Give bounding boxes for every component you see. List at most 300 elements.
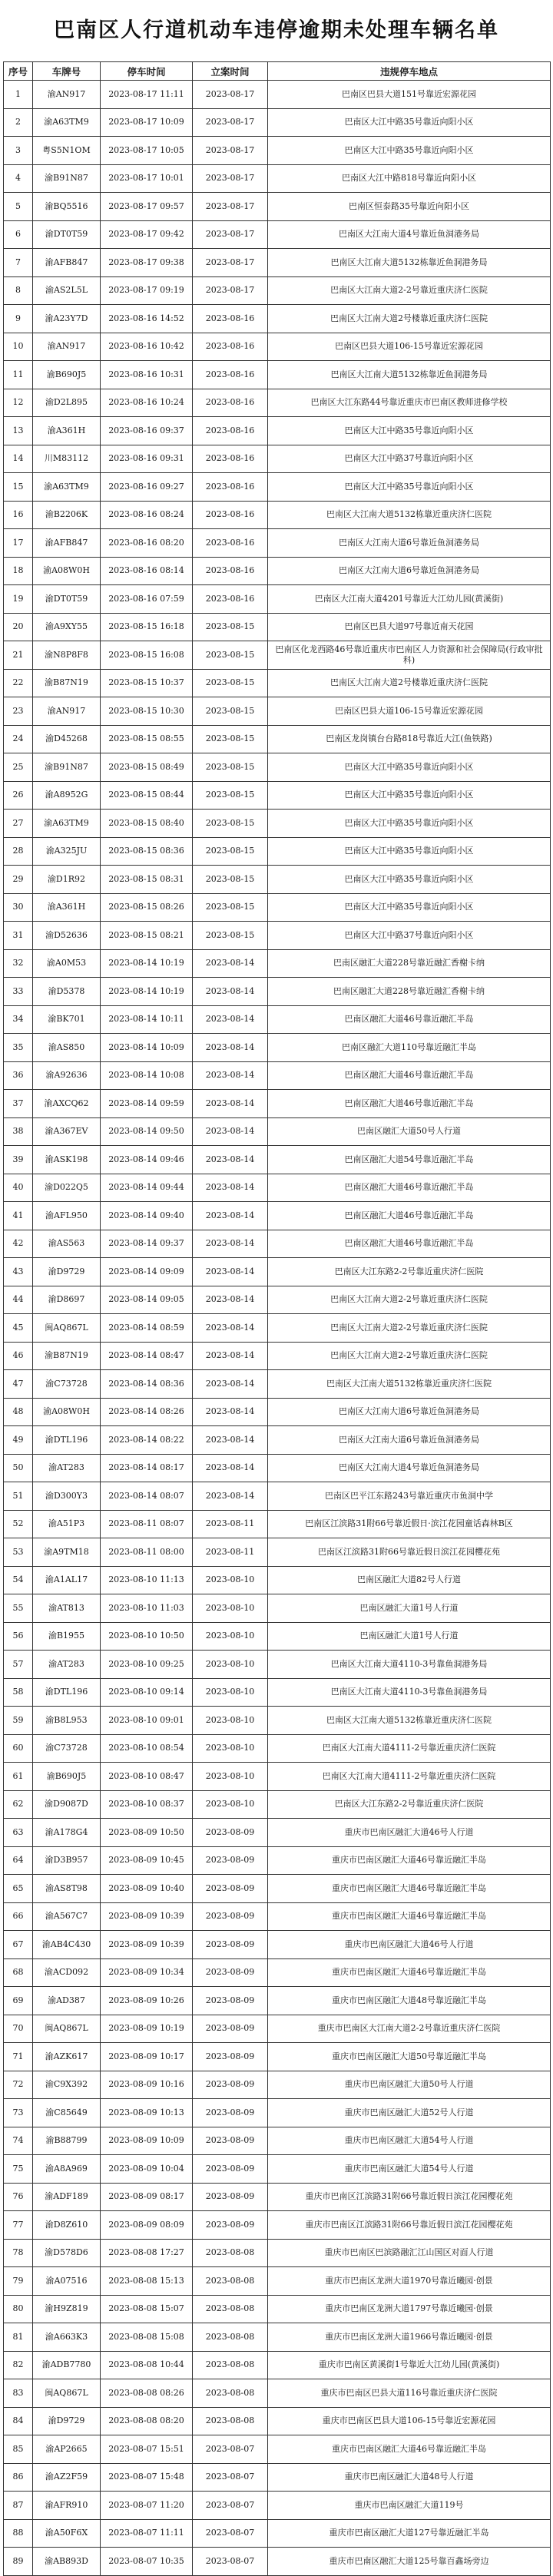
cell-plate: 渝A567C7 (33, 1902, 101, 1931)
cell-case-time: 2023-08-15 (193, 697, 268, 726)
cell-location: 巴南区融汇大道46号靠近融汇半岛 (268, 1202, 551, 1230)
cell-case-time: 2023-08-14 (193, 1005, 268, 1034)
cell-location: 巴南区巴平江东路243号靠近重庆市鱼洞中学 (268, 1482, 551, 1511)
cell-index: 69 (4, 1987, 33, 2015)
cell-plate: 渝ADB7780 (33, 2351, 101, 2379)
cell-case-time: 2023-08-14 (193, 1146, 268, 1174)
cell-park-time: 2023-08-14 09:44 (101, 1174, 193, 1202)
table-row (4, 473, 551, 502)
table-row (4, 1594, 551, 1623)
table-row (4, 893, 551, 922)
cell-location: 巴南区融汇大道228号靠近融汇香榭卡纳 (268, 949, 551, 978)
table-row (4, 1931, 551, 1959)
cell-plate: 渝DT0T59 (33, 585, 101, 614)
cell-index: 9 (4, 305, 33, 333)
table-row (4, 1678, 551, 1707)
cell-index: 7 (4, 249, 33, 277)
table-row (4, 417, 551, 445)
cell-park-time: 2023-08-15 10:37 (101, 669, 193, 697)
table-row (4, 1875, 551, 1903)
cell-index: 46 (4, 1342, 33, 1370)
cell-index: 65 (4, 1875, 33, 1903)
cell-index: 72 (4, 2071, 33, 2099)
cell-park-time: 2023-08-08 08:26 (101, 2379, 193, 2408)
cell-park-time: 2023-08-15 16:08 (101, 641, 193, 670)
cell-index: 1 (4, 81, 33, 109)
table-row (4, 2099, 551, 2127)
cell-plate: 渝C73728 (33, 1734, 101, 1763)
cell-case-time: 2023-08-15 (193, 753, 268, 782)
cell-index: 4 (4, 164, 33, 193)
cell-location: 巴南区融汇大道46号靠近融汇半岛 (268, 1005, 551, 1034)
cell-park-time: 2023-08-10 09:01 (101, 1707, 193, 1735)
cell-park-time: 2023-08-11 08:07 (101, 1510, 193, 1538)
table-row (4, 1426, 551, 1455)
cell-location: 巴南区融汇大道46号靠近融汇半岛 (268, 1230, 551, 1258)
cell-park-time: 2023-08-10 08:37 (101, 1790, 193, 1819)
table-row (4, 2043, 551, 2071)
cell-index: 53 (4, 1538, 33, 1567)
cell-index: 36 (4, 1061, 33, 1090)
cell-case-time: 2023-08-17 (193, 108, 268, 137)
cell-index: 24 (4, 725, 33, 753)
cell-index: 48 (4, 1398, 33, 1426)
cell-location: 巴南区大江南大道4号靠近鱼洞港务局 (268, 1454, 551, 1482)
cell-location: 巴南区大江南大道6号靠近鱼洞港务局 (268, 1426, 551, 1455)
table-row (4, 1734, 551, 1763)
cell-index: 77 (4, 2211, 33, 2240)
cell-park-time: 2023-08-14 08:17 (101, 1454, 193, 1482)
table-row (4, 669, 551, 697)
cell-location: 巴南区融汇大道228号靠近融汇香榭卡纳 (268, 978, 551, 1006)
cell-case-time: 2023-08-14 (193, 1398, 268, 1426)
cell-plate: 渝B87N19 (33, 669, 101, 697)
table-row (4, 753, 551, 782)
cell-plate: 渝A63TM9 (33, 810, 101, 838)
cell-location: 巴南区大江南大道2-2号靠近重庆济仁医院 (268, 1286, 551, 1314)
cell-location: 巴南区大江中路37号靠近向阳小区 (268, 445, 551, 473)
cell-case-time: 2023-08-10 (193, 1678, 268, 1707)
cell-index: 12 (4, 389, 33, 417)
cell-park-time: 2023-08-07 10:35 (101, 2548, 193, 2576)
cell-location: 巴南区大江中路35号靠近向阳小区 (268, 837, 551, 866)
cell-case-time: 2023-08-14 (193, 1090, 268, 1118)
cell-index: 76 (4, 2183, 33, 2211)
cell-location: 巴南区大江南大道2-2号靠近重庆济仁医院 (268, 276, 551, 305)
cell-index: 88 (4, 2519, 33, 2548)
cell-plate: 渝D300Y3 (33, 1482, 101, 1511)
cell-park-time: 2023-08-10 10:50 (101, 1622, 193, 1651)
cell-location: 巴南区大江南大道4110-3号靠鱼洞港务局 (268, 1678, 551, 1707)
cell-index: 87 (4, 2492, 33, 2520)
cell-location: 巴南区江滨路31附66号靠近假日·滨江花园童话森林B区 (268, 1510, 551, 1538)
cell-case-time: 2023-08-09 (193, 2099, 268, 2127)
cell-case-time: 2023-08-14 (193, 1342, 268, 1370)
table-row (4, 1090, 551, 1118)
cell-location: 巴南区大江中路35号靠近向阳小区 (268, 866, 551, 894)
cell-park-time: 2023-08-17 09:57 (101, 193, 193, 221)
cell-plate: 渝ADF189 (33, 2183, 101, 2211)
cell-park-time: 2023-08-09 10:19 (101, 2015, 193, 2043)
cell-index: 2 (4, 108, 33, 137)
cell-case-time: 2023-08-08 (193, 2379, 268, 2408)
cell-location: 巴南区大江南大道2号楼靠近重庆济仁医院 (268, 669, 551, 697)
cell-plate: 渝A63TM9 (33, 473, 101, 502)
cell-case-time: 2023-08-07 (193, 2435, 268, 2464)
cell-location: 重庆市巴南区融汇大道48号靠近融汇半岛 (268, 1987, 551, 2015)
cell-plate: 闽AQ867L (33, 1314, 101, 1343)
cell-park-time: 2023-08-10 11:13 (101, 1566, 193, 1594)
cell-park-time: 2023-08-15 08:26 (101, 893, 193, 922)
cell-index: 85 (4, 2435, 33, 2464)
cell-location: 巴南区融汇大道82号人行道 (268, 1566, 551, 1594)
cell-plate: 渝B1955 (33, 1622, 101, 1651)
cell-park-time: 2023-08-14 09:46 (101, 1146, 193, 1174)
cell-plate: 渝D52636 (33, 922, 101, 950)
cell-case-time: 2023-08-14 (193, 1230, 268, 1258)
cell-case-time: 2023-08-09 (193, 1875, 268, 1903)
cell-index: 47 (4, 1370, 33, 1399)
cell-location: 巴南区融汇大道46号靠近融汇半岛 (268, 1174, 551, 1202)
cell-park-time: 2023-08-14 08:47 (101, 1342, 193, 1370)
cell-index: 57 (4, 1651, 33, 1679)
cell-park-time: 2023-08-08 10:44 (101, 2351, 193, 2379)
cell-location: 巴南区龙岗镇台台路818号靠近大江(鱼铁路) (268, 725, 551, 753)
cell-park-time: 2023-08-14 09:05 (101, 1286, 193, 1314)
cell-park-time: 2023-08-17 11:11 (101, 81, 193, 109)
cell-park-time: 2023-08-07 15:51 (101, 2435, 193, 2464)
cell-case-time: 2023-08-10 (193, 1707, 268, 1735)
cell-plate: 渝AZ2F59 (33, 2463, 101, 2492)
cell-case-time: 2023-08-16 (193, 389, 268, 417)
cell-location: 巴南区大江中路37号靠近向阳小区 (268, 922, 551, 950)
cell-location: 重庆市巴南区融汇大道46号人行道 (268, 1931, 551, 1959)
cell-location: 重庆市巴南区融汇大道50号靠近融汇半岛 (268, 2043, 551, 2071)
cell-index: 31 (4, 922, 33, 950)
cell-index: 54 (4, 1566, 33, 1594)
cell-case-time: 2023-08-10 (193, 1763, 268, 1791)
table-body (4, 81, 551, 2576)
table-row (4, 164, 551, 193)
cell-plate: 渝AD387 (33, 1987, 101, 2015)
cell-case-time: 2023-08-17 (193, 249, 268, 277)
table-row (4, 2351, 551, 2379)
cell-location: 巴南区大江南大道2-2号靠近重庆济仁医院 (268, 1314, 551, 1343)
cell-plate: 渝A8A969 (33, 2155, 101, 2184)
cell-index: 15 (4, 473, 33, 502)
cell-location: 巴南区大江中路35号靠近向阳小区 (268, 137, 551, 165)
cell-park-time: 2023-08-14 09:40 (101, 1202, 193, 1230)
cell-plate: 渝AFR910 (33, 2492, 101, 2520)
cell-plate: 渝D9087D (33, 1790, 101, 1819)
cell-location: 巴南区巴县大道151号靠近宏源花园 (268, 81, 551, 109)
table-row (4, 2407, 551, 2435)
cell-plate: 渝A08W0H (33, 1398, 101, 1426)
cell-location: 巴南区大江南大道6号靠近鱼洞港务局 (268, 1398, 551, 1426)
cell-index: 55 (4, 1594, 33, 1623)
table-row (4, 1651, 551, 1679)
cell-index: 13 (4, 417, 33, 445)
cell-location: 重庆市巴南区大江南大道2-2号靠近重庆济仁医院 (268, 2015, 551, 2043)
cell-location: 巴南区大江东路2-2号靠近重庆济仁医院 (268, 1790, 551, 1819)
cell-park-time: 2023-08-14 08:36 (101, 1370, 193, 1399)
cell-plate: 渝D2L895 (33, 389, 101, 417)
table-row (4, 837, 551, 866)
cell-case-time: 2023-08-14 (193, 1061, 268, 1090)
table-row (4, 1566, 551, 1594)
cell-park-time: 2023-08-10 09:25 (101, 1651, 193, 1679)
cell-park-time: 2023-08-15 10:30 (101, 697, 193, 726)
cell-park-time: 2023-08-08 08:20 (101, 2407, 193, 2435)
cell-case-time: 2023-08-09 (193, 1958, 268, 1987)
table-row (4, 613, 551, 641)
cell-plate: 渝AP2665 (33, 2435, 101, 2464)
cell-index: 73 (4, 2099, 33, 2127)
cell-plate: 渝BQ5516 (33, 193, 101, 221)
cell-case-time: 2023-08-08 (193, 2407, 268, 2435)
cell-park-time: 2023-08-15 08:31 (101, 866, 193, 894)
cell-location: 重庆市巴南区融汇大道46号靠近融汇半岛 (268, 1846, 551, 1875)
cell-location: 巴南区巴县大道97号靠近南天花园 (268, 613, 551, 641)
cell-case-time: 2023-08-08 (193, 2239, 268, 2267)
table-row (4, 697, 551, 726)
cell-park-time: 2023-08-09 10:09 (101, 2127, 193, 2155)
table-row (4, 108, 551, 137)
cell-plate: 渝A08W0H (33, 557, 101, 585)
cell-plate: 渝A1AL17 (33, 1566, 101, 1594)
cell-case-time: 2023-08-17 (193, 164, 268, 193)
cell-plate: 渝A361H (33, 893, 101, 922)
cell-location: 巴南区大江南大道5132栋靠近重庆济仁医院 (268, 501, 551, 529)
cell-case-time: 2023-08-16 (193, 333, 268, 361)
cell-plate: 渝AXCQ62 (33, 1090, 101, 1118)
cell-park-time: 2023-08-16 09:37 (101, 417, 193, 445)
cell-location: 重庆市巴南区黄溪街1号靠近大江幼儿园(黄溪街) (268, 2351, 551, 2379)
cell-index: 63 (4, 1819, 33, 1847)
cell-plate: 渝ASK198 (33, 1146, 101, 1174)
cell-plate: 渝C73728 (33, 1370, 101, 1399)
cell-index: 26 (4, 781, 33, 810)
cell-location: 巴南区巴县大道106-15号靠近宏源花园 (268, 333, 551, 361)
cell-index: 10 (4, 333, 33, 361)
table-row (4, 1286, 551, 1314)
cell-case-time: 2023-08-16 (193, 445, 268, 473)
cell-index: 66 (4, 1902, 33, 1931)
cell-index: 40 (4, 1174, 33, 1202)
cell-case-time: 2023-08-15 (193, 866, 268, 894)
cell-index: 75 (4, 2155, 33, 2184)
cell-location: 重庆市巴南区龙洲大道1970号靠近曦园·创景 (268, 2267, 551, 2296)
cell-case-time: 2023-08-14 (193, 1202, 268, 1230)
cell-case-time: 2023-08-09 (193, 2155, 268, 2184)
cell-case-time: 2023-08-14 (193, 1174, 268, 1202)
cell-case-time: 2023-08-17 (193, 137, 268, 165)
cell-case-time: 2023-08-10 (193, 1790, 268, 1819)
cell-park-time: 2023-08-09 10:13 (101, 2099, 193, 2127)
header-plate: 车牌号 (33, 62, 101, 81)
cell-park-time: 2023-08-09 10:16 (101, 2071, 193, 2099)
cell-plate: 渝A0M53 (33, 949, 101, 978)
cell-index: 82 (4, 2351, 33, 2379)
cell-index: 74 (4, 2127, 33, 2155)
cell-location: 重庆市巴南区融汇大道50号人行道 (268, 2071, 551, 2099)
cell-case-time: 2023-08-15 (193, 837, 268, 866)
table-row (4, 1342, 551, 1370)
table-row (4, 1622, 551, 1651)
cell-case-time: 2023-08-14 (193, 949, 268, 978)
table-row (4, 249, 551, 277)
cell-plate: 渝AFB847 (33, 529, 101, 558)
cell-index: 17 (4, 529, 33, 558)
cell-park-time: 2023-08-14 08:22 (101, 1426, 193, 1455)
cell-plate: 渝B2206K (33, 501, 101, 529)
cell-park-time: 2023-08-15 08:21 (101, 922, 193, 950)
table-row (4, 1819, 551, 1847)
cell-location: 巴南区大江南大道5132栋靠近鱼洞港务局 (268, 249, 551, 277)
cell-case-time: 2023-08-09 (193, 2071, 268, 2099)
cell-location: 巴南区融汇大道46号靠近融汇半岛 (268, 1061, 551, 1090)
table-row (4, 529, 551, 558)
cell-location: 巴南区大江东路44号靠近重庆市巴南区教师进修学校 (268, 389, 551, 417)
cell-location: 巴南区大江东路2-2号靠近重庆济仁医院 (268, 1258, 551, 1286)
cell-park-time: 2023-08-08 15:13 (101, 2267, 193, 2296)
cell-plate: 渝AN917 (33, 81, 101, 109)
table-row (4, 2127, 551, 2155)
cell-park-time: 2023-08-09 08:09 (101, 2211, 193, 2240)
table-row (4, 978, 551, 1006)
cell-park-time: 2023-08-14 10:19 (101, 978, 193, 1006)
cell-plate: 渝D1R92 (33, 866, 101, 894)
cell-index: 67 (4, 1931, 33, 1959)
cell-case-time: 2023-08-10 (193, 1734, 268, 1763)
cell-case-time: 2023-08-16 (193, 557, 268, 585)
cell-location: 重庆市巴南区融汇大道125号靠百鑫场旁边 (268, 2548, 551, 2576)
table-row (4, 1763, 551, 1791)
cell-case-time: 2023-08-09 (193, 2211, 268, 2240)
cell-plate: 渝B91N87 (33, 164, 101, 193)
cell-index: 52 (4, 1510, 33, 1538)
table-row (4, 585, 551, 614)
cell-case-time: 2023-08-10 (193, 1622, 268, 1651)
cell-index: 61 (4, 1763, 33, 1791)
cell-plate: 渝AFL950 (33, 1202, 101, 1230)
table-row (4, 810, 551, 838)
table-row (4, 1034, 551, 1062)
cell-index: 68 (4, 1958, 33, 1987)
cell-location: 巴南区融汇大道46号靠近融汇半岛 (268, 1090, 551, 1118)
cell-plate: 渝AB4C430 (33, 1931, 101, 1959)
cell-location: 巴南区大江中路35号靠近向阳小区 (268, 473, 551, 502)
cell-park-time: 2023-08-16 08:14 (101, 557, 193, 585)
cell-plate: 渝D3B957 (33, 1846, 101, 1875)
cell-index: 42 (4, 1230, 33, 1258)
cell-plate: 渝A50F6X (33, 2519, 101, 2548)
cell-plate: 渝DT0T59 (33, 220, 101, 249)
cell-plate: 渝DTL196 (33, 1678, 101, 1707)
cell-location: 巴南区融汇大道1号人行道 (268, 1594, 551, 1623)
table-row (4, 389, 551, 417)
cell-plate: 渝C9X392 (33, 2071, 101, 2099)
table-row (4, 1902, 551, 1931)
cell-park-time: 2023-08-09 10:50 (101, 1819, 193, 1847)
cell-park-time: 2023-08-14 09:59 (101, 1090, 193, 1118)
cell-index: 79 (4, 2267, 33, 2296)
cell-index: 8 (4, 276, 33, 305)
cell-case-time: 2023-08-10 (193, 1566, 268, 1594)
cell-case-time: 2023-08-16 (193, 473, 268, 502)
cell-case-time: 2023-08-08 (193, 2351, 268, 2379)
table-row (4, 445, 551, 473)
cell-index: 38 (4, 1117, 33, 1146)
cell-plate: 渝B690J5 (33, 361, 101, 389)
cell-park-time: 2023-08-17 10:01 (101, 164, 193, 193)
cell-location: 巴南区大江南大道4111-2号靠近重庆济仁医院 (268, 1763, 551, 1791)
cell-park-time: 2023-08-17 09:42 (101, 220, 193, 249)
cell-case-time: 2023-08-16 (193, 305, 268, 333)
table-row (4, 137, 551, 165)
table-row (4, 1454, 551, 1482)
cell-index: 43 (4, 1258, 33, 1286)
cell-park-time: 2023-08-17 10:09 (101, 108, 193, 137)
cell-park-time: 2023-08-14 09:37 (101, 1230, 193, 1258)
cell-plate: 渝AZK617 (33, 2043, 101, 2071)
table-row (4, 2323, 551, 2352)
cell-plate: 渝D8Z610 (33, 2211, 101, 2240)
cell-plate: 渝D8697 (33, 1286, 101, 1314)
cell-location: 巴南区大江中路35号靠近向阳小区 (268, 810, 551, 838)
cell-park-time: 2023-08-09 10:39 (101, 1902, 193, 1931)
cell-location: 重庆市巴南区融汇大道127号靠近融汇半岛 (268, 2519, 551, 2548)
cell-index: 59 (4, 1707, 33, 1735)
table-row (4, 2015, 551, 2043)
table-row (4, 305, 551, 333)
table-row (4, 866, 551, 894)
cell-plate: 渝AS2L5L (33, 276, 101, 305)
cell-case-time: 2023-08-15 (193, 613, 268, 641)
header-location: 违规停车地点 (268, 62, 551, 81)
cell-case-time: 2023-08-16 (193, 585, 268, 614)
table-row (4, 501, 551, 529)
table-row (4, 781, 551, 810)
cell-location: 巴南区融汇大道110号靠近融汇半岛 (268, 1034, 551, 1062)
cell-case-time: 2023-08-15 (193, 781, 268, 810)
cell-location: 巴南区大江南大道5132栋靠近重庆济仁医院 (268, 1707, 551, 1735)
cell-park-time: 2023-08-09 10:26 (101, 1987, 193, 2015)
cell-index: 18 (4, 557, 33, 585)
cell-index: 25 (4, 753, 33, 782)
cell-plate: 渝A07516 (33, 2267, 101, 2296)
cell-park-time: 2023-08-16 10:42 (101, 333, 193, 361)
cell-plate: 渝AT813 (33, 1594, 101, 1623)
cell-case-time: 2023-08-14 (193, 1258, 268, 1286)
cell-park-time: 2023-08-09 10:45 (101, 1846, 193, 1875)
table-row (4, 922, 551, 950)
cell-index: 60 (4, 1734, 33, 1763)
cell-index: 49 (4, 1426, 33, 1455)
cell-index: 50 (4, 1454, 33, 1482)
table-row (4, 1846, 551, 1875)
table-row (4, 1117, 551, 1146)
cell-park-time: 2023-08-09 10:04 (101, 2155, 193, 2184)
cell-plate: 渝A325JU (33, 837, 101, 866)
table-row (4, 1370, 551, 1399)
cell-park-time: 2023-08-09 10:34 (101, 1958, 193, 1987)
cell-case-time: 2023-08-08 (193, 2295, 268, 2323)
cell-case-time: 2023-08-15 (193, 810, 268, 838)
table-row (4, 333, 551, 361)
cell-park-time: 2023-08-14 09:50 (101, 1117, 193, 1146)
cell-park-time: 2023-08-10 08:47 (101, 1763, 193, 1791)
